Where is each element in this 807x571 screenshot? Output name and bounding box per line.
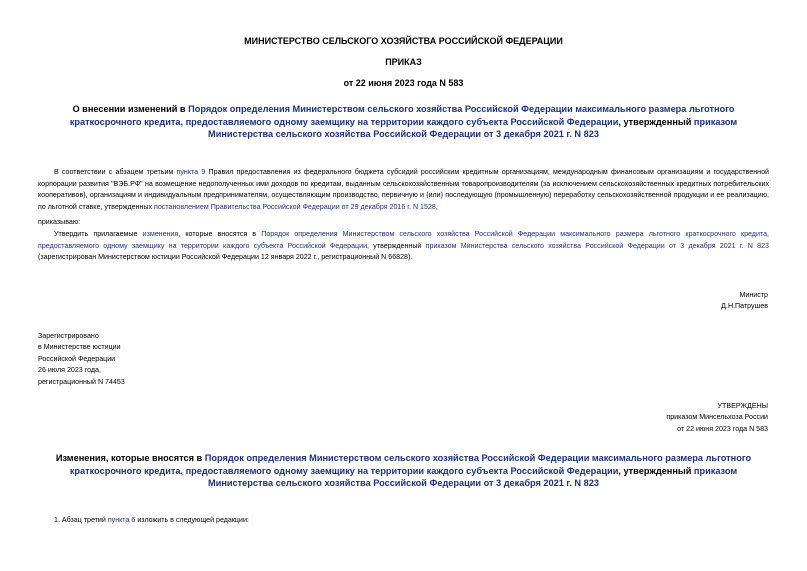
- approve-text-1: Утвердить прилагаемые: [54, 230, 143, 238]
- title-prefix: О внесении изменений в: [72, 104, 189, 114]
- title-link-order[interactable]: приказом Министерства сельского хозяйства Российской Федерации от 3 декабря 2021 г. N 823: [208, 116, 738, 139]
- preamble-text-3: ,: [435, 202, 438, 211]
- order-title: [40, 103, 767, 141]
- item-1-text-2: изложить в следующей редакции:: [135, 516, 249, 524]
- changes-title-link-procedure[interactable]: Порядок определения Министерством сельского хозяйства Российской Федерации максимального размера льготного краткосрочного кредита, предоставляемого одному заемщику на территории каждого субъекта Российской Федерации: [69, 453, 752, 476]
- item-1: [54, 515, 249, 526]
- approve-link-order[interactable]: приказом Министерства сельского хозяйства Российской Федерации от 3 декабря 2021 г. N 823: [425, 241, 770, 250]
- approve-link-procedure[interactable]: Порядок определения Министерством сельского хозяйства Российской Федерации максимального размера льготного краткосрочного кредита, предоставляемого одному заемщику на территории каждого субъекта Российской Федерации: [38, 230, 769, 250]
- preamble-link-clause-9[interactable]: пункта 9: [176, 168, 206, 176]
- registration-line: Зарегистрировано: [38, 332, 99, 340]
- registration-line: 26 июля 2023 года,: [38, 366, 101, 375]
- preamble-link-resolution[interactable]: постановлением Правительства Российской Федерации от 29 декабря 2016 г. N 1528: [154, 202, 436, 211]
- changes-title-prefix: Изменения, которые вносятся в: [55, 453, 205, 463]
- title-middle: , утвержденный: [618, 116, 694, 127]
- changes-title-middle: , утвержденный: [618, 465, 694, 476]
- item-1-link-clause-6[interactable]: пункта 6: [107, 516, 136, 524]
- ministry-heading: МИНИСТЕРСТВО СЕЛЬСКОГО ХОЗЯЙСТВА РОССИЙСКОЙ ФЕДЕРАЦИИ: [244, 36, 563, 46]
- doc-date: от 22 июня 2023 года N 583: [343, 78, 464, 88]
- approve-paragraph: [38, 229, 769, 264]
- registration-line: Российской Федерации: [38, 354, 116, 363]
- registration-line: регистрационный N 74453: [38, 377, 125, 386]
- order-word: приказываю:: [38, 218, 81, 226]
- approved-block: [560, 401, 768, 435]
- registration-block: [38, 331, 125, 388]
- changes-title-link-order[interactable]: приказом Министерства сельского хозяйства Российской Федерации от 3 декабря 2021 г. N 823: [208, 465, 738, 488]
- approve-text-4: (зарегистрирован Министерством юстиции Российской Федерации 12 января 2022 г., регистрационный N 66828).: [38, 253, 413, 261]
- signature-position: Министр: [739, 291, 768, 299]
- signature-block: [600, 290, 768, 313]
- approve-text-3: , утвержденный: [367, 241, 426, 250]
- approved-line: УТВЕРЖДЕНЫ: [717, 402, 768, 410]
- changes-title: [40, 452, 767, 490]
- preamble-paragraph: [38, 167, 769, 213]
- registration-line: в Министерстве юстиции: [38, 343, 121, 352]
- doc-type: ПРИКАЗ: [385, 57, 422, 67]
- item-1-text-1: 1. Абзац третий: [54, 516, 108, 524]
- preamble-text-1: В соответствии с абзацем третьим: [54, 168, 177, 176]
- signature-name: Д.Н.Патрушев: [721, 302, 768, 311]
- approve-link-changes[interactable]: изменения: [142, 230, 179, 238]
- approved-line: приказом Минсельхоза России: [666, 413, 768, 422]
- title-link-procedure[interactable]: Порядок определения Министерством сельского хозяйства Российской Федерации максимального размера льготного краткосрочного кредита, предоставляемого одному заемщику на территории каждого субъекта Российской Федерации: [69, 104, 735, 127]
- preamble-text-2: Правил предоставления из федерального бюджета субсидий российским кредитным организациям, международным финансовым организациям и государственной корпорации развития "ВЭБ.РФ" на возмещение недополученных ими доходов по кредитам, выданным сельскохозяйственным товаропроизводителям (за исключением сельскохозяйственных кредитных потребительских кооперативов), организациям и индивидуальным предпринимателям, осуществляющим производство, первичную и (или) последующую (промышленную) переработку сельскохозяйственной продукции и ее реализацию, по льготной ставке, утвержденных: [38, 168, 770, 211]
- approve-text-2: , которые вносятся в: [178, 230, 262, 238]
- approved-line: от 22 июня 2023 года N 583: [677, 424, 768, 433]
